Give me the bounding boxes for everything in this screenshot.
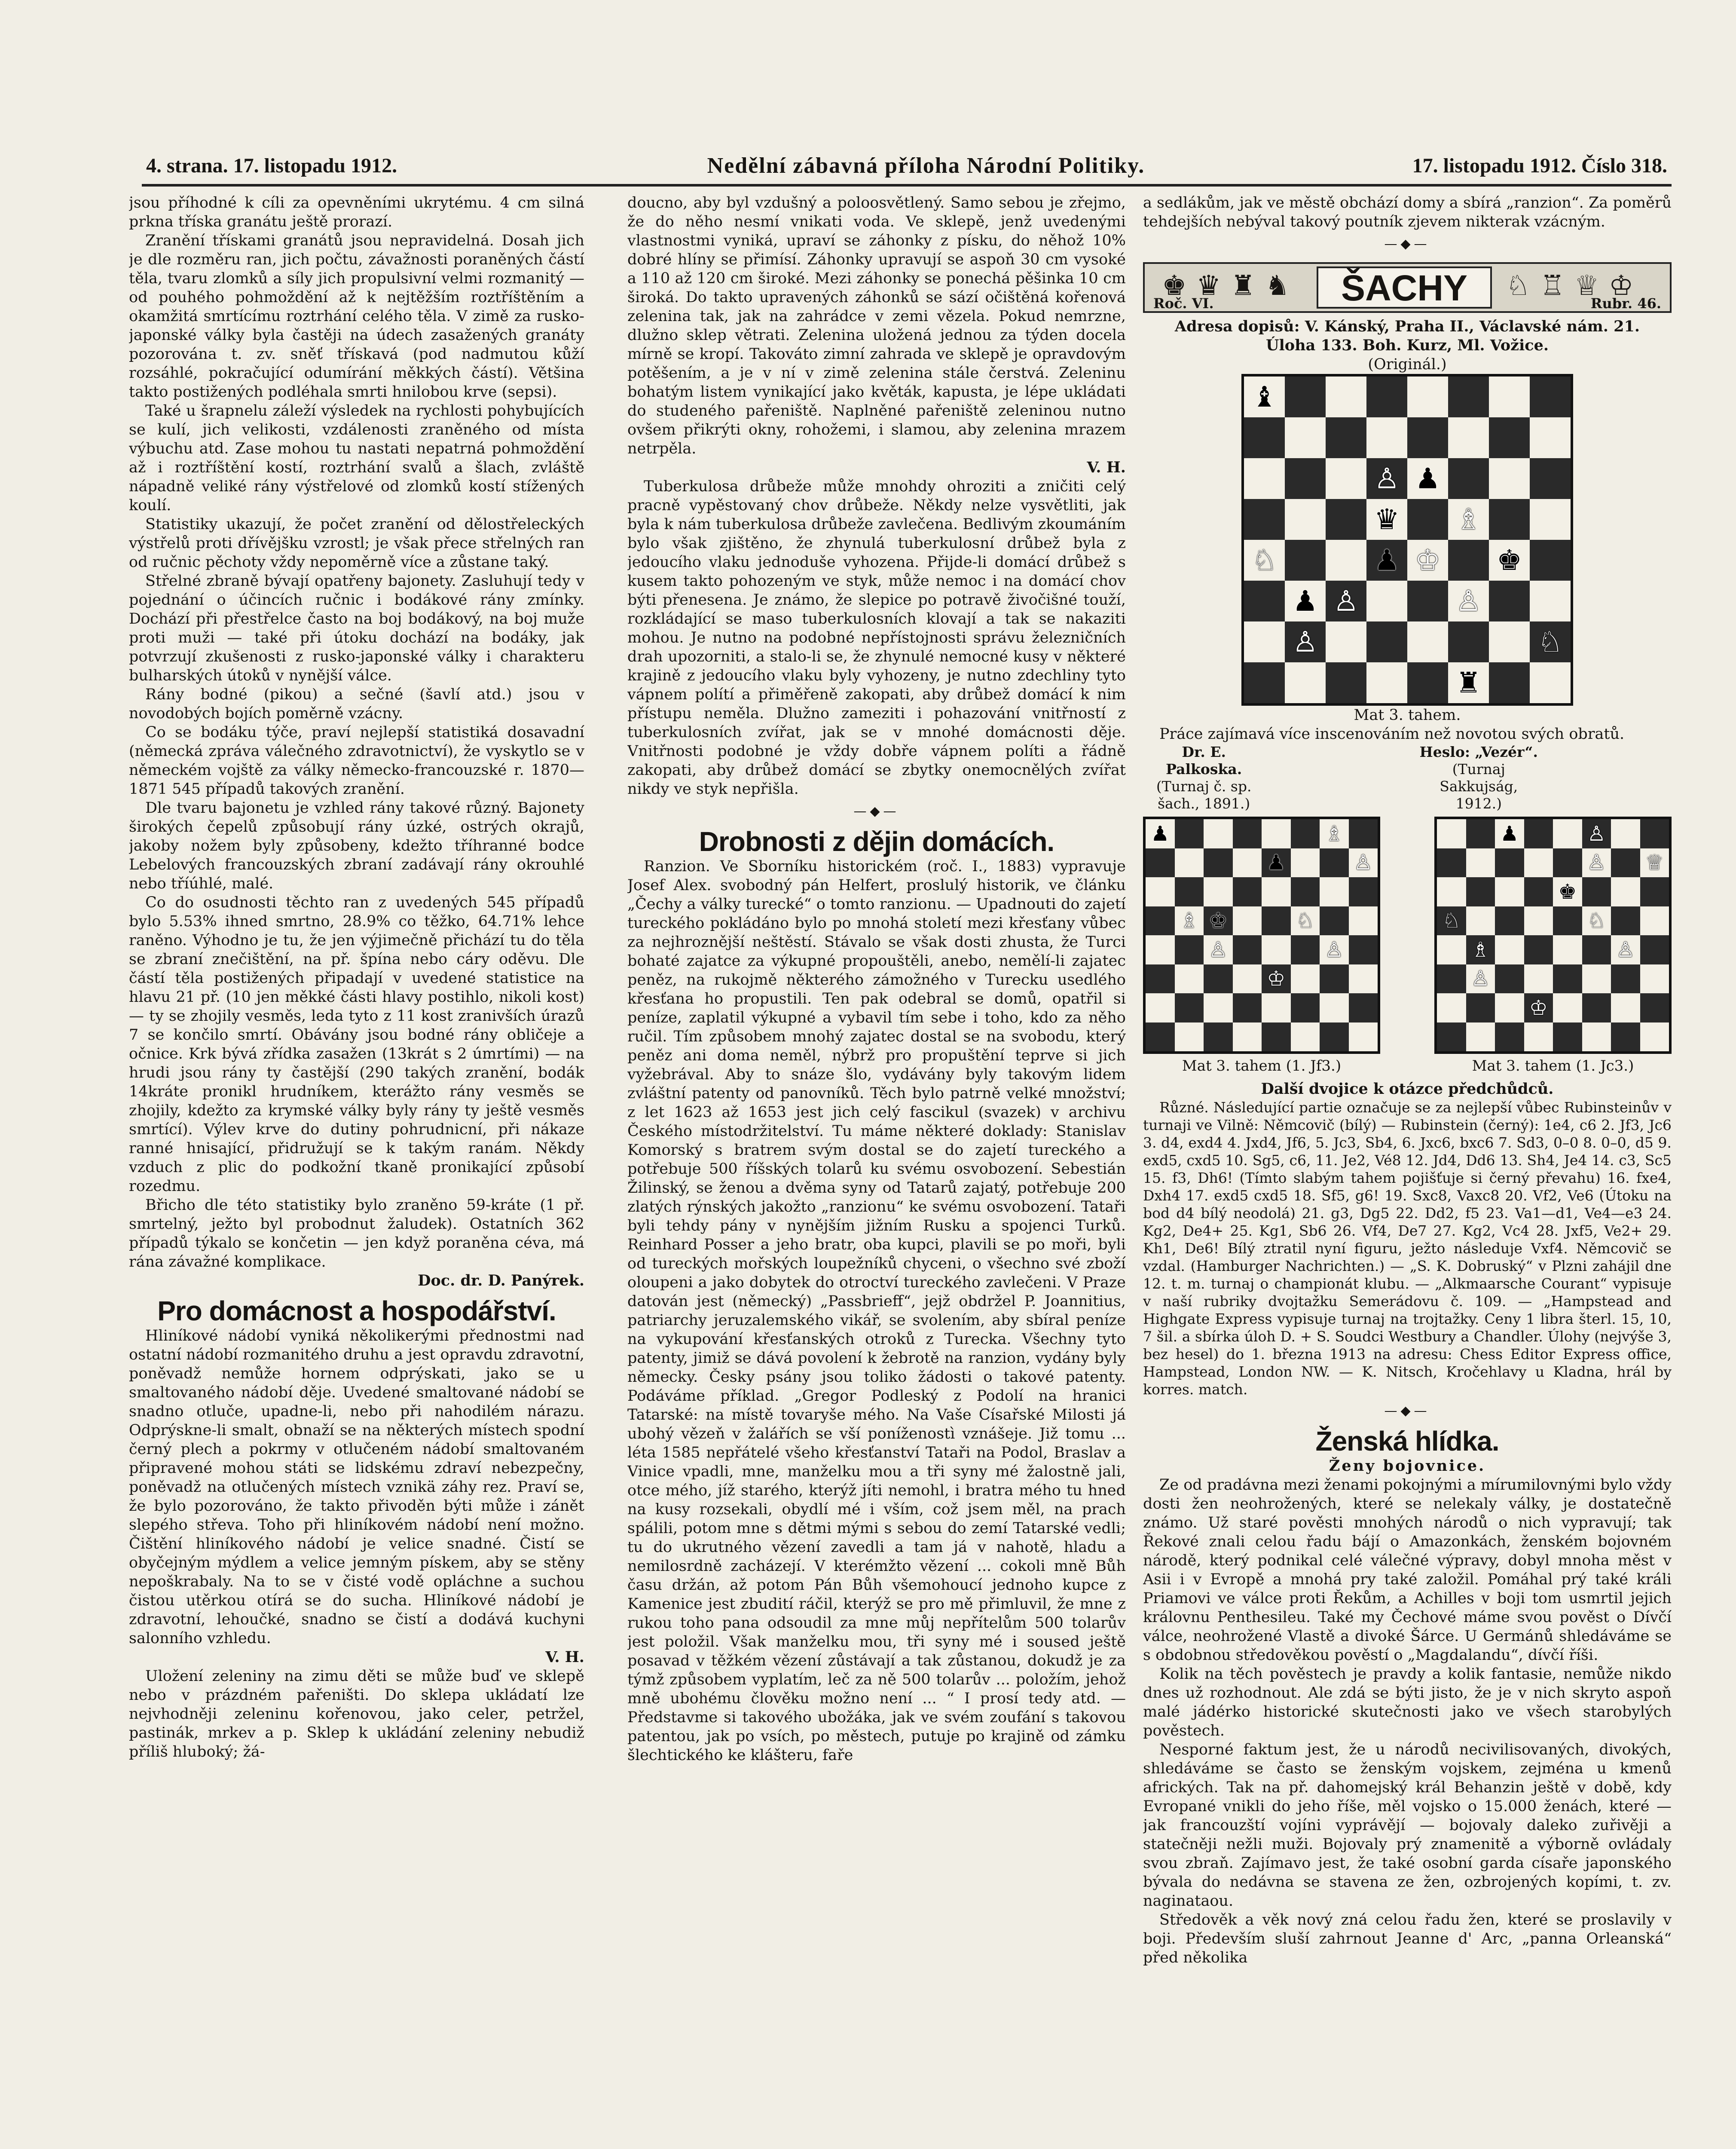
chess-square (1437, 964, 1466, 994)
chess-square (1326, 581, 1366, 621)
paragraph: Tuberkulosa drůbeže může mnohdy ohroziti a zničiti celý pracně vypěstovaný chov drůbeže. Někdy nelze vysvětliti, jak byla k nám tuberkulosa drůbeže zavlečena. Bedlivým zkoumáním bylo však zjištěno, že zhynulá tuberkulosní drůbež byla z jedoucího vlaku jednoduše vyhozena. Přijde-li domácí drůbež s kusem takto pohozeným ve styk, může nemoc i na domácí chov býti přenesena. Je známo, že slepice po potravě živočišné touží, rozkládající se maso tuberkulosních klovají a tak se nakaziti mohou. Je nutno na podobné nepřístojnosti správu železničních drah upozorniti, a stalo-li se, že zhynulé nemocné kusy v některé krajině z jedoucího vlaku byly vyhozeny, je nutno zdechliny tyto vápnem polítí a přiměřeně zakopati, aby drůbež domácí k nim přístupu neměla. Dlužno zameziti i pohazování vnitřností z tuberkulosních zvířat, jak se v mnohé domácnosti děje. Vnitřnosti podobné je vždy dobře vápnem políti a řádně zakopati, aby drůbež domácí se zbytky onemocnělých zvířat nikdy ve styk nepřišla. (627, 478, 1126, 798)
chess-square (1204, 819, 1233, 848)
chess-square (1524, 993, 1553, 1022)
chess-piece-icon: ♙ (1292, 625, 1318, 658)
chess-square (1640, 1022, 1669, 1052)
chess-square (1530, 540, 1571, 581)
chess-square (1448, 458, 1489, 499)
chess-square (1366, 377, 1407, 417)
chess-square (1291, 877, 1320, 906)
chess-square (1366, 621, 1407, 662)
chess-piece-icon: ♚ (1209, 909, 1228, 933)
chess-square (1175, 964, 1204, 994)
chess-piece-icon: ♚ (1162, 270, 1187, 302)
chess-square (1366, 540, 1407, 581)
chess-square (1582, 906, 1611, 936)
chess-square (1524, 964, 1553, 994)
chess-square (1489, 499, 1530, 540)
chess-square (1407, 662, 1448, 703)
chess-square (1146, 819, 1175, 848)
chess-square (1448, 499, 1489, 540)
chess-square (1530, 458, 1571, 499)
chess-square (1262, 848, 1291, 878)
chess-square (1524, 1022, 1553, 1052)
chess-square (1262, 906, 1291, 936)
chess-square (1233, 993, 1262, 1022)
chess-square (1437, 819, 1466, 848)
paragraph: Co se bodáku týče, praví nejlepší statistiká dosavadní (německá zpráva válečného zdravotnictví), že vyskytlo se v německém vojště za války německo-francouzské r. 1870—1871 545 případů takových zranění. (129, 724, 584, 798)
chess-square (1495, 1022, 1524, 1052)
chess-square (1175, 819, 1204, 848)
chess-square (1244, 499, 1285, 540)
chess-square (1495, 935, 1524, 964)
header-title: Nedělní zábavná příloha Národní Politiky. (707, 153, 1145, 178)
chess-piece-icon: ♘ (1296, 909, 1314, 933)
chess-square (1291, 819, 1320, 848)
paragraph: doucno, aby byl vzdušný a poloosvětlený. Samo sebou je zřejmo, že do něho nesmí vnikati voda. Ve sklepě, jenž uvedenými vlastnostmi vyniká, upraví se záhonky z písku, do něhož 10% dobré hlíny se přimísí. Záhonky upravují se aspoň 30 cm vysoké a 110 až 120 cm široké. Mezi záhonky se ponechá pěšinka 10 cm široká. Do takto upravených záhonků se sází očištěná kořenová zelenina tak, jak na zahrádce v zemi vězela. Pokud nemrzne, dlužno sklep větrati. Zelenina uložená jednou za týden docela mírně se kropí. Takováto zimní zahrada ve sklepě je opravdovým potěšením, a je v ní v zimě zelenina stále čerstvá. Zeleninu bohatým listem vynikající jako květák, kapusta, je lépe ukládati do studeného pařeniště. Naplněné pařeniště zeleninou nutno ovšem přikrýti okny, rohožemi, i slamou, aby zelenina mrazem netrpěla. (627, 194, 1126, 457)
chess-square (1489, 662, 1530, 703)
chess-square (1466, 964, 1495, 994)
chess-square (1366, 499, 1407, 540)
chess-square (1553, 819, 1582, 848)
chess-square (1291, 1022, 1320, 1052)
chess-square (1262, 1022, 1291, 1052)
chess-square (1204, 1022, 1233, 1052)
chess-square (1407, 417, 1448, 458)
chess-square (1437, 877, 1466, 906)
header-left: 4. strana. 17. listopadu 1912. (146, 154, 397, 177)
chess-piece-icon: ♟ (1500, 821, 1519, 846)
signature: V. H. (1087, 459, 1126, 476)
chess-square (1244, 417, 1285, 458)
column-2 (627, 193, 1126, 2149)
chess-square (1448, 581, 1489, 621)
chess-piece-icon: ♙ (1587, 821, 1606, 846)
chess-square (1320, 819, 1349, 848)
chess-square (1262, 964, 1291, 994)
chess-square (1553, 906, 1582, 936)
chess-piece-icon: ♙ (1455, 584, 1482, 618)
chess-square (1146, 993, 1175, 1022)
chess-piece-icon: ♞ (1265, 270, 1290, 302)
paragraph: Nesporné faktum jest, že u národů necivilisovaných, divokých, shledáváme se často se ženským vojskem, zejména u kmenů afrických. Tak na př. dahomejský král Behanzin ještě v době, kdy Evropané vnikli do jeho říše, měl vojsko o 15.000 ženách, které — jak francouzští vojíni vyprávějí — bojovaly daleko zuřivěji a statečněji nežli muži. Bojovaly prý znamenitě a výborně ovládaly svou zbraň. Zajímavo jest, že také osobní garda císaře japonského bývala do nedávna se stavena ze žen, ozbrojených kopími, t. zv. naginataou. (1143, 1741, 1672, 1910)
chess-square (1349, 964, 1378, 994)
chess-piece-icon: ♘ (1251, 543, 1278, 577)
chess-square (1204, 906, 1233, 936)
chess-address: Adresa dopisů: V. Kánský, Praha II., Václavské nám. 21. (1174, 318, 1640, 335)
chess-square (1553, 848, 1582, 878)
chess-square (1611, 935, 1640, 964)
chess-square (1366, 581, 1407, 621)
chess-square (1262, 877, 1291, 906)
chess-square (1244, 458, 1285, 499)
chess-square (1285, 458, 1326, 499)
chess-piece-icon: ♜ (1231, 270, 1256, 302)
chess-square (1495, 819, 1524, 848)
column-1 (129, 193, 584, 2149)
chess-right-caption: Mat 3. tahem (1. Jc3.) (1472, 1057, 1634, 1074)
chess-square (1175, 993, 1204, 1022)
chess-square (1495, 877, 1524, 906)
chess-square (1466, 848, 1495, 878)
divider: —◆— (1384, 236, 1430, 251)
chess-two-boards (1143, 817, 1672, 1075)
chess-square (1553, 935, 1582, 964)
chess-square (1262, 935, 1291, 964)
chess-square (1553, 1022, 1582, 1052)
chess-piece-icon: ♙ (1616, 937, 1635, 962)
chess-square (1611, 877, 1640, 906)
chess-square (1466, 1022, 1495, 1052)
chess-square (1611, 1022, 1640, 1052)
chess-piece-icon: ♘ (1442, 909, 1461, 933)
chess-piece-icon: ♔ (1609, 270, 1634, 302)
chess-square (1146, 935, 1175, 964)
chess-square (1489, 458, 1530, 499)
chess-square (1320, 935, 1349, 964)
chess-square (1437, 993, 1466, 1022)
chess-square (1640, 993, 1669, 1022)
chess-square (1175, 906, 1204, 936)
chess-piece-icon: ♙ (1374, 462, 1400, 495)
chess-square (1582, 935, 1611, 964)
signature: Doc. dr. D. Panýrek. (418, 1272, 584, 1289)
chess-square (1448, 662, 1489, 703)
chess-square (1489, 540, 1530, 581)
chess-square (1349, 935, 1378, 964)
chess-square (1407, 499, 1448, 540)
chess-square (1524, 848, 1553, 878)
chess-square (1349, 906, 1378, 936)
chess-square (1326, 417, 1366, 458)
chess-square (1326, 662, 1366, 703)
chess-piece-icon: ♔ (1415, 543, 1441, 577)
chess-square (1233, 1022, 1262, 1052)
chess-square (1466, 877, 1495, 906)
sub-heading: Ženy bojovnice. (1329, 1457, 1486, 1475)
chess-square (1407, 458, 1448, 499)
chess-square (1524, 935, 1553, 964)
chess-square (1285, 540, 1326, 581)
chess-square (1640, 906, 1669, 936)
chess-piece-icon: ♙ (1333, 584, 1359, 618)
chess-square (1582, 819, 1611, 848)
chess-square (1320, 848, 1349, 878)
section-heading-women: Ženská hlídka. (1315, 1426, 1499, 1457)
chess-square (1285, 417, 1326, 458)
chess-square (1582, 877, 1611, 906)
chess-square (1291, 935, 1320, 964)
chess-square (1524, 819, 1553, 848)
chess-square (1291, 964, 1320, 994)
chess-square (1489, 377, 1530, 417)
chess-square (1437, 1022, 1466, 1052)
chess-square (1495, 848, 1524, 878)
chess-square (1244, 662, 1285, 703)
chess-piece-icon: ♗ (1325, 821, 1344, 846)
chess-square (1489, 581, 1530, 621)
chess-square (1326, 499, 1366, 540)
column-3 (1143, 193, 1672, 2149)
chess-square (1291, 848, 1320, 878)
chess-authors (1143, 744, 1672, 812)
chess-piece-icon: ♟ (1292, 584, 1318, 618)
chess-square (1611, 819, 1640, 848)
chess-square (1495, 964, 1524, 994)
chess-square (1233, 848, 1262, 878)
chess-piece-icon: ♗ (1180, 909, 1198, 933)
chess-square (1204, 993, 1233, 1022)
chess-square (1530, 621, 1571, 662)
chess-square (1448, 540, 1489, 581)
chess-left-caption: Mat 3. tahem (1. Jf3.) (1182, 1057, 1342, 1074)
paragraph: Kolik na těch pověstech je pravdy a kolik fantasie, nemůže nikdo dnes už rozhodnout. Ale zdá se býti jisto, že je v nich skryto aspoň malé jádérko historické skutečnosti jako ve všech starobylých pověstech. (1143, 1665, 1672, 1739)
chess-square (1244, 581, 1285, 621)
chess-title: ŠACHY (1317, 266, 1492, 309)
chess-square (1291, 906, 1320, 936)
chess-square (1640, 877, 1669, 906)
chess-square (1285, 377, 1326, 417)
chess-board-main (1241, 374, 1573, 706)
chess-square (1489, 621, 1530, 662)
chess-square (1320, 993, 1349, 1022)
chess-square (1640, 848, 1669, 878)
chess-square (1349, 1022, 1378, 1052)
chess-square (1233, 935, 1262, 964)
chess-square (1233, 877, 1262, 906)
chess-piece-icon: ♙ (1209, 937, 1228, 962)
chess-square (1495, 993, 1524, 1022)
chess-square (1582, 848, 1611, 878)
chess-square (1530, 581, 1571, 621)
chess-square (1448, 621, 1489, 662)
chess-square (1530, 662, 1571, 703)
chess-left-author: Dr. E. Palkoska. (1166, 744, 1242, 778)
chess-square (1204, 877, 1233, 906)
paragraph: jsou příhodné k cíli za opevněními ukrytému. 4 cm silná prkna tříska granátu ještě prorazí. (129, 194, 584, 230)
chess-board-right (1434, 817, 1672, 1054)
chess-piece-icon: ♗ (1471, 937, 1490, 962)
chess-square (1326, 621, 1366, 662)
chess-square (1448, 417, 1489, 458)
chess-section-title: Další dvojice k otázce předchůdců. (1261, 1080, 1554, 1098)
chess-square (1320, 964, 1349, 994)
chess-square (1146, 877, 1175, 906)
chess-square (1285, 662, 1326, 703)
chess-square (1204, 848, 1233, 878)
chess-piece-icon: ♚ (1496, 543, 1522, 577)
chess-square (1366, 417, 1407, 458)
chess-square (1262, 993, 1291, 1022)
chess-piece-icon: ♛ (1374, 502, 1400, 536)
chess-piece-icon: ♜ (1455, 666, 1482, 699)
paragraph: Statistiky ukazují, že počet zranění od dělostřeleckých výstřelů proti dřívějšku vzrostl; je však přece střelných ran od ručnic pěchoty vždy nepoměrně více a zůstane taký. (129, 516, 584, 571)
chess-square (1582, 964, 1611, 994)
chess-piece-icon: ♘ (1587, 909, 1606, 933)
paragraph: Ze od pradávna mezi ženami pokojnými a mírumilovnými bylo vždy dosti žen neohrožených, které se nelekaly války, je dostatečně známo. Už staré pověsti mnohých národů o nich vypravují; tak Řekové znali celou řadu bájí o Amazonkách, ženském bojovném národě, který podnikal celé válečné výpravy, dobyl mnoha měst v Asii i v Evropě a mnohá pry také založil. Pomáhal prý také králi Priamovi ve válce proti Řekům, a Achilles v boji tom usmrtil jejich královnu Penthesileu. Také my Čechové máme svou pověst o Dívčí válce, neohrožené Vlastě a divoké Šárce. U Germánů shledáváme se s obdobnou středověkou pověstí o „Magdalandu“, dívčí říši. (1143, 1476, 1672, 1664)
chess-square (1175, 1022, 1204, 1052)
signature: V. H. (545, 1648, 584, 1666)
chess-board-left (1143, 817, 1380, 1054)
paragraph: Ranzion. Ve Sborníku historickém (roč. I., 1883) vypravuje Josef Alex. svobodný pán Helfert, proslulý historik, ve článku „Čechy a války turecké“ o tomto ranzionu. — Upadnouti do zajetí tureckého pokládáno bylo po mnohá století mezi křesťany vůbec za nejhroznější neštěstí. Stávalo se však dosti zhusta, že Turci bohaté zajatce za výkupné propouštěli, anebo, nemělí-li zajatec peněz, na rukojmě některého zámožného v Turecku usedlého křesťana ho propustili. Ten pak odebral se domů, opatřil si peníze, zaplatil výkupné a vybavil tím sebe i toho, kdo za něho ručil. Tím způsobem mnohý zajatec dostal se na svobodu, který peněz ani doma neměl, nýbrž pro propuštění teprve si jich vyžebrával. Aby to snáze šlo, vydávány byly takovým lidem zvláštní patenty od panovníků. Těch bylo patrně velké množství; z let 1623 až 1653 jest jich celý fascikul (svazek) v archivu Českého místodržitelství. Tu máme některé doklady: Stanislav Komorský s bratrem svým dostal se do zajetí tureckého a potřebuje 500 říšských tolarů ku svému osvobození. Sebestián Žilinský, se ženou a dvěma syny od Tatarů zajatý, potřebuje 200 zlatých rýnských jakožto „ranzionu“ ke svému osvobození. Tataři byli tehdy pány v nynějším jižním Rusku a spojenci Turků. Reinhard Posser a jeho bratr, oba kupci, plavili se po moři, byli od tureckých mořských loupežníků chyceni, o všechno své zboží oloupeni a jako dobytek do otroctví tureckého zavlečeni. V Praze datován jest (německý) „Passbrieff“, jejž obdržel P. Joannitius, patriarchy jeruzalemského vikář, se svolením, aby sbíral peníze na vykupování křesťanských otroků z Turecka. Všechny tyto patenty, jimiž se dává povolení k žebrotě na ranzion, vydány byly německy. Česky psány jsou toliko žádosti o takové patenty. Podáváme příklad. „Gregor Podleský z Podolí na hranici Tatarské: na místě tovaryše mého. Na Vaše Císařské Milosti já ubohý vězeň v žalářích se vší poníženostì vznášeje. Již tomu ... léta 1585 nepřátelé všeho křesťanství Tataři na Podol, Braslav a Vinice vpadli, mne, manželku mou a tři syny mé žalostně jali, otce mého, jíž starého, kterýž jíti nemohl, i bratra mého tu hned na kusy rozsekali, obydlí mé i vším, což jsem měl, na prach spálili, potom mne s dětmi mými s sebou do zemí Tatarské vedli; tu do ukrutného vězení zavedli a tam já v nahotě, hladu a nemilosrdně zacházejí. V kterémžto vězení ... cokoli mně Bůh času držán, až potom Pán Bůh všemohoucí jednoho kupce z Kamenice jest zbudití ráčil, kterýž se pro mě přimluvil, že mne z rukou toho pana odsoudil za mne můj nepřítelům 500 tolarův jest položil. Však manželku mou, tři syny mé i soused ještě posavad v těžkém vězení zůstávají a tak zůstanou, dokudž je za týmž způsobem vyplatím, leč za ně 500 tolarův ... položím, jehož mně ubohému člověku možno není ... “ I prosí tedy atd. — Představme si takového ubožáka, jak ve svém zoufání s takovou patentou, jak po vsích, po městech, putuje po krajině od zámku šlechtického ke klášteru, faře (627, 858, 1126, 1764)
chess-square (1244, 377, 1285, 417)
paragraph: Různé. Následující partie označuje se za nejlepší vůbec Rubinsteinův v turnaji ve Vilně: Němcovič (bílý) — Rubinstein (černý): 1e4, c6 2. Jf3, Jc6 3. d4, exd4 4. Jxd4, Jf6, 5. Jc3, Sb4, 6. Jxc6, bxc6 7. Sd3, 0–0 8. 0–0, d5 9. exd5, cxd5 10. Sg5, c6, 11. Je2, Vé8 12. Jd4, Dd6 13. Sh4, Je4 14. c3, Sc5 15. f3, Dh6! (Tímto slabým tahem pojišťuje si černý převahu) 16. fxe4, Dxh4 17. exd5 cxd5 18. Sf5, g6! 19. Sxc8, Vaxc8 20. Vf2, Ve6 (Útoku na bod d4 bílý neodolá) 21. g3, Dg5 22. Dd2, f5 23. Va1—d1, Ve4—e3 24. Kg2, De4+ 25. Kg1, Sb6 26. Vf4, De7 27. Kg2, Vc4 28. Jxf5, Ve2+ 29. Kh1, De6! Bílý ztratil nyní figuru, ježto následuje Vxf4. Němcovič se vzdal. (Hamburger Nachrichten.) — „S. K. Dobruský“ v Plzni zahájil dne 12. t. m. turnaj o championát klubu. — „Alkmaarsche Courant“ vypisuje v naší rubriky dvojtažku Semerádovu č. 109. — „Hampstead and Highgate Express vypisuje turnaj na trojtažky. Ceny 1 libra šterl. 15, 10, 7 šil. a sbírka úloh D. + S. Soudci Westbury a Chandler. Úlohy (nejvýše 3, bez hesel) do 1. března 1913 na adresu: Chess Editor Express office, Hampstead, London NW. — K. Nitsch, Kročehlavy u Kladna, hrál by korres. match. (1143, 1099, 1672, 1398)
section-heading-household: Pro domácnost a hospodářství. (157, 1295, 556, 1326)
chess-square (1285, 499, 1326, 540)
chess-piece-icon: ♚ (1558, 879, 1577, 904)
chess-piece-icon: ♘ (1506, 270, 1531, 302)
chess-square (1349, 819, 1378, 848)
chess-square (1285, 581, 1326, 621)
chess-square (1175, 935, 1204, 964)
chess-piece-icon: ♟ (1374, 543, 1400, 577)
chess-square (1146, 964, 1175, 994)
chess-rubric: Rubr. 46. (1590, 295, 1661, 312)
chess-square (1530, 417, 1571, 458)
chess-piece-icon: ♕ (1574, 270, 1599, 302)
chess-square (1175, 877, 1204, 906)
chess-square (1262, 819, 1291, 848)
chess-square (1244, 540, 1285, 581)
chess-left-source: (Turnaj č. sp. šach., 1891.) (1156, 778, 1252, 812)
chess-square (1349, 993, 1378, 1022)
chess-square (1291, 993, 1320, 1022)
chess-square (1582, 993, 1611, 1022)
chess-square (1146, 848, 1175, 878)
chess-square (1437, 906, 1466, 936)
chess-problem-sub: (Originál.) (1368, 356, 1447, 373)
chess-square (1640, 935, 1669, 964)
chess-square (1495, 906, 1524, 936)
chess-square (1320, 906, 1349, 936)
chess-square (1326, 540, 1366, 581)
chess-square (1233, 819, 1262, 848)
chess-square (1233, 906, 1262, 936)
chess-square (1285, 621, 1326, 662)
chess-square (1530, 499, 1571, 540)
paragraph: Břicho dle této statistiky bylo zraněno 59-kráte (1 př. smrtelný, ježto byl probodnut žaludek). Ostatních 362 případů týkalo se končetin — jen když poraněna céva, má rána závažné komplikace. (129, 1197, 584, 1270)
chess-square (1530, 377, 1571, 417)
chess-caption: Mat 3. tahem. (1354, 707, 1461, 724)
paragraph: Středověk a věk nový zná celou řadu žen, které se proslavily v boji. Především sluší zahrnout Jeanne d' Arc, „panna Orleanská“ před několika (1143, 1911, 1672, 1966)
chess-square (1366, 662, 1407, 703)
chess-piece-icon: ♘ (1537, 625, 1563, 658)
divider: —◆— (853, 804, 900, 819)
chess-square (1640, 964, 1669, 994)
paragraph: Co do osudnosti těchto ran z uvedených 545 případů bylo 5.53% ihned smrtno, 28.9% co těžko, 64.71% lehce raněno. Výhodno je tu, že jen výjimečně přichází tu do těla se zbraní znečištění, na př. špína nebo cáry oděvu. Dle částí těla postižených připadají v uvedené statistice na hlavu 21 př. (10 jen měkké části hlavy postihlo, nikoli kost) — ty se zhojily vesměs, leda tyto z 11 kost zranivších úrazů 7 se končilo smrtí. Obávány jsou bodné rány obličeje a očnice. Krk bývá zřídka zasažen (13krát s 2 úmrtími) — na hrudi jsou rány ty častější (290 takých zranění, bodák 14kráte pronikl hrudníkem, kterážto rány vesměs se zhojily, kdežto za krymské války byly rány ty ještě vesměs smrtící). Výlev krve do dutiny pohrudnicní, při nákaze ranné hnisající, přidružují se k takým ranám. Někdy vzduch z plic do podkožní tkaně pronikající způsobí rozedmu. (129, 894, 584, 1195)
chess-square (1466, 819, 1495, 848)
chess-square (1320, 1022, 1349, 1052)
chess-square (1407, 621, 1448, 662)
chess-square (1326, 377, 1366, 417)
chess-square (1349, 848, 1378, 878)
chess-piece-icon: ♙ (1325, 937, 1344, 962)
chess-square (1524, 877, 1553, 906)
chess-square (1611, 964, 1640, 994)
chess-square (1320, 877, 1349, 906)
chess-piece-icon: ♝ (1251, 380, 1278, 413)
chess-square (1366, 458, 1407, 499)
chess-square (1553, 993, 1582, 1022)
chess-square (1448, 377, 1489, 417)
chess-piece-icon: ♙ (1471, 967, 1490, 991)
chess-banner (1143, 262, 1672, 313)
chess-square (1175, 848, 1204, 878)
chess-piece-icon: ♙ (1354, 851, 1372, 875)
paragraph: Dle tvaru bajonetu je vzhled rány takové různý. Bajonety širokých čepelů způsobují rány úzké, ostrých okrajů, jakoby nožem byly způsobeny, kdežto tříhranné bodce Lebelových francouzských zbraní zadávají rány okrouhlé nebo tříúhlé, malé. (129, 799, 584, 892)
chess-square (1407, 377, 1448, 417)
chess-square (1204, 935, 1233, 964)
header-right: 17. listopadu 1912. Číslo 318. (1412, 154, 1667, 177)
chess-square (1146, 1022, 1175, 1052)
paragraph: Také u šrapnelu záleží výsledek na rychlosti pohybujících se kulí, jich velikosti, vzdálenosti zraněného od místa výbuchu atd. Zase mohou tu nastati nepatrná pohmoždění až i roztříštění kostí, roztrhání svalů a šlach, zvláště nápadně veliké rány výstřelové od zlomků kostí stížených koulí. (129, 402, 584, 514)
chess-square (1204, 964, 1233, 994)
chess-piece-icon: ♛ (1196, 270, 1221, 302)
chess-volume: Roč. VI. (1153, 295, 1214, 312)
chess-right-source: (Turnaj Sakkujság, 1912.) (1440, 761, 1518, 812)
paragraph: Hliníkové nádobí vyniká několikerými přednostmi nad ostatní nádobí rozmanitého druhu a jest opravdu zdravotní, poněvadž nemůže hornem odprýskati, jako se u smaltovaného nádobí děje. Uvedené smaltované nádobí se snadno otluče, upadne-li, nebo při nahodilém nárazu. Odprýskne-li smalt, obnaží se na některých místech spodní černý plech a pokrmy v otlučeném nádobí smaltovaném připravené mohou státi se lidskému zdraví nebezpečny, poněvadž na otlučených místech vznikä záhy rez. Praví se, že bylo pozorováno, že takto přivoděn býti může i zánět slepého střeva. Toho při hliníkovém nádobí není možno. Čištění hliníkového nádobí je velice snadné. Čistí se obyčejným mýdlem a velice jemným pískem, aby se stěny nepoškrabaly. Na to se v čisté vodě opláchne a suchou čistou utěrkou otírá se do sucha. Hliníkové nádobí je zdravotní, lehoučké, snadno se čistí a dodává kuchyni salonního vzhledu. (129, 1327, 584, 1647)
chess-square (1640, 819, 1669, 848)
chess-piece-icon: ♔ (1267, 967, 1286, 991)
chess-square (1524, 906, 1553, 936)
divider: —◆— (1384, 1403, 1430, 1418)
chess-square (1233, 964, 1262, 994)
chess-square (1611, 848, 1640, 878)
chess-square (1553, 964, 1582, 994)
chess-square (1437, 848, 1466, 878)
chess-piece-icon: ♙ (1587, 851, 1606, 875)
chess-piece-icon: ♔ (1529, 995, 1548, 1020)
chess-square (1244, 621, 1285, 662)
chess-square (1611, 993, 1640, 1022)
chess-square (1466, 906, 1495, 936)
chess-piece-icon: ♟ (1267, 851, 1286, 875)
chess-piece-icon: ♗ (1455, 502, 1482, 536)
paragraph: Uložení zeleniny na zimu děti se může buď ve sklepě nebo v prázdném pařeništi. Do sklepa ukládatí lze nejvhodněji zeleninu kořenovou, jako celer, petržel, pastinák, mrkev a p. Sklep k ukládání zeleniny nebudiž příliš hluboký; žá- (129, 1668, 584, 1760)
paragraph: Rány bodné (pikou) a sečné (šavlí atd.) jsou v novodobých bojích poměrně vzácny. (129, 686, 584, 722)
chess-square (1489, 417, 1530, 458)
paragraph: a sedlákům, jak ve městě obchází domy a sbírá „ranzion“. Za poměrů tehdejších nebýval takový poutník zjevem nikterak vzácným. (1143, 194, 1672, 230)
chess-piece-icon: ♖ (1540, 270, 1565, 302)
chess-piece-icon: ♟ (1151, 821, 1170, 846)
chess-piece-icon: ♕ (1645, 851, 1664, 875)
chess-piece-icon: ♟ (1415, 462, 1441, 495)
chess-square (1466, 935, 1495, 964)
page-header (142, 150, 1672, 187)
chess-square (1146, 906, 1175, 936)
chess-square (1466, 993, 1495, 1022)
chess-square (1407, 581, 1448, 621)
paragraph: Střelné zbraně bývají opatřeny bajonety. Zasluhují tedy v pojednání o účincích ručnic i bodákové rány zmínky. Dochází při přestřelce často na boj bodákový, na boj muže proti muži — také při útoku dochází na bodáky, jak potvrzují zkušenosti z rusko-japonské války i charakteru bulharských útoků v nynější válce. (129, 572, 584, 684)
chess-square (1582, 1022, 1611, 1052)
paragraph: Práce zajímavá více inscenováním než novotou svých obratů. (1159, 726, 1625, 743)
chess-square (1326, 458, 1366, 499)
chess-square (1611, 906, 1640, 936)
section-heading-history: Drobnosti z dějin domácích. (699, 826, 1054, 857)
chess-problem-title: Úloha 133. Boh. Kurz, Ml. Vožice. (1265, 337, 1549, 354)
chess-square (1407, 540, 1448, 581)
chess-square (1437, 935, 1466, 964)
paragraph: Zranění třískami granátů jsou nepravidelná. Dosah jich je dle rozměru ran, jich počtu, závažnosti poraněných částí těla, tvaru zlomků a síly jich propulsivní velmi rozmanitý — od pouhého pohmoždění až k nejtěžším roztříštěním a okamžitá smrtícímu roztrhání celého těla. V zimě za rusko-japonské války byla častěji na údech zasažených granáty pozorována t. zv. sněť třískavá (pod nadmutou kůží rozsáhlé, pokračující odumírání měkkých částí). Většina takto postižených podléhala smrti hnilobou krve (sepsi). (129, 232, 584, 401)
chess-square (1349, 877, 1378, 906)
chess-right-author: Heslo: „Vezér“. (1419, 744, 1538, 760)
chess-square (1553, 877, 1582, 906)
